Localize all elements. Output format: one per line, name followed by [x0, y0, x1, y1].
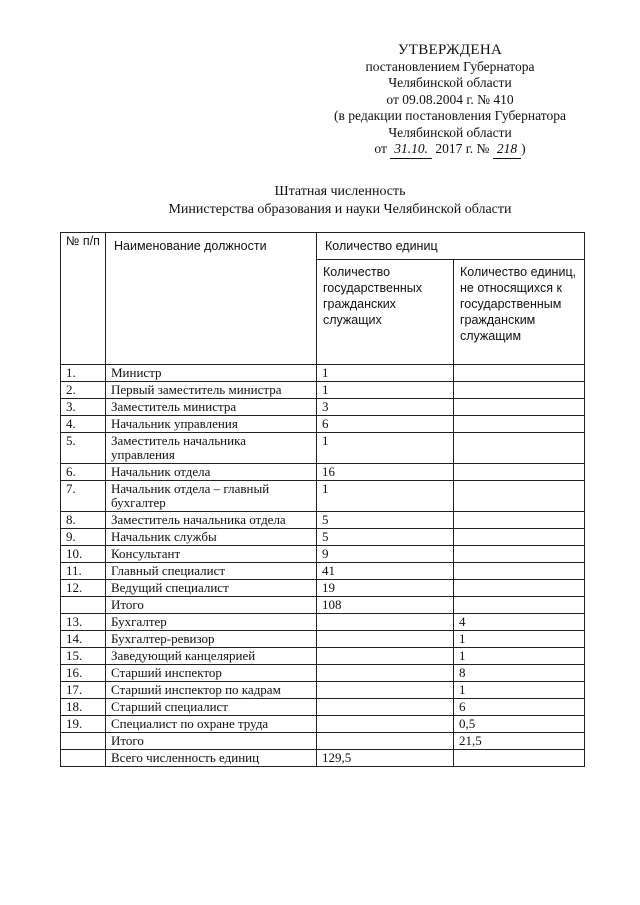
table-row — [61, 416, 585, 433]
row-number: 3. — [61, 399, 106, 416]
header-position: Наименование должности — [106, 233, 317, 365]
row-noncivil-count — [454, 563, 585, 580]
row-noncivil-count — [454, 597, 585, 614]
approval-line-5: Челябинской области — [388, 124, 512, 140]
table-row — [61, 716, 585, 733]
row-noncivil-count — [454, 580, 585, 597]
row-noncivil-count — [454, 416, 585, 433]
row-civil-count — [317, 631, 454, 648]
row-noncivil-count: 1 — [454, 648, 585, 665]
row-number: 7. — [61, 481, 106, 512]
row-noncivil-count — [454, 750, 585, 767]
row-noncivil-count — [454, 546, 585, 563]
row-number: 11. — [61, 563, 106, 580]
table-row — [61, 597, 585, 614]
row-civil-count — [317, 733, 454, 750]
header-quantity: Количество единиц — [317, 233, 585, 260]
row-number: 16. — [61, 665, 106, 682]
row-civil-count: 6 — [317, 416, 454, 433]
row-civil-count: 1 — [317, 382, 454, 399]
row-position: Главный специалист — [106, 563, 317, 580]
approval-block — [300, 42, 600, 159]
table-row — [61, 365, 585, 382]
staff-table — [60, 232, 585, 767]
row-position: Министр — [106, 365, 317, 382]
row-civil-count: 1 — [317, 365, 454, 382]
table-row — [61, 512, 585, 529]
row-position: Старший инспектор по кадрам — [106, 682, 317, 699]
row-civil-count — [317, 716, 454, 733]
row-noncivil-count: 21,5 — [454, 733, 585, 750]
row-position: Специалист по охране труда — [106, 716, 317, 733]
table-row — [61, 382, 585, 399]
row-number: 8. — [61, 512, 106, 529]
approval-line-1: постановлением Губернатора — [365, 58, 535, 74]
row-position: Заместитель министра — [106, 399, 317, 416]
table-row — [61, 563, 585, 580]
table-row — [61, 682, 585, 699]
row-number: 15. — [61, 648, 106, 665]
title-line-1: Штатная численность — [274, 184, 406, 199]
row-civil-count — [317, 648, 454, 665]
row-number — [61, 597, 106, 614]
row-position: Итого — [106, 597, 317, 614]
approval-line-4: (в редакции постановления Губернатора — [334, 108, 566, 123]
year-text: 2017 г. № — [435, 141, 490, 156]
row-position: Бухгалтер — [106, 614, 317, 631]
row-position: Консультант — [106, 546, 317, 563]
row-civil-count: 108 — [317, 597, 454, 614]
date-prefix: от — [374, 141, 387, 156]
header-non-civil: Количество единиц, не относящихся к государственным гражданским служащим — [454, 260, 585, 365]
table-row — [61, 580, 585, 597]
row-noncivil-count: 4 — [454, 614, 585, 631]
row-noncivil-count — [454, 382, 585, 399]
title-line-2: Министерства образования и науки Челябинской области — [168, 202, 512, 217]
row-civil-count: 5 — [317, 529, 454, 546]
row-civil-count: 129,5 — [317, 750, 454, 767]
row-noncivil-count — [454, 481, 585, 512]
row-number: 10. — [61, 546, 106, 563]
row-civil-count: 19 — [317, 580, 454, 597]
row-noncivil-count: 1 — [454, 682, 585, 699]
row-number: 2. — [61, 382, 106, 399]
row-position: Старший специалист — [106, 699, 317, 716]
row-number: 14. — [61, 631, 106, 648]
row-civil-count: 9 — [317, 546, 454, 563]
row-number: 18. — [61, 699, 106, 716]
row-noncivil-count — [454, 399, 585, 416]
table-row — [61, 750, 585, 767]
row-position: Бухгалтер-ревизор — [106, 631, 317, 648]
handwritten-date: 31.10. — [390, 141, 432, 159]
table-row — [61, 529, 585, 546]
row-civil-count: 16 — [317, 464, 454, 481]
table-row — [61, 464, 585, 481]
document-title — [100, 183, 580, 219]
closing-paren: ) — [521, 141, 526, 156]
row-noncivil-count — [454, 529, 585, 546]
row-number: 19. — [61, 716, 106, 733]
row-noncivil-count — [454, 365, 585, 382]
row-noncivil-count — [454, 512, 585, 529]
row-position: Заместитель начальника отдела — [106, 512, 317, 529]
table-header-row — [61, 233, 585, 260]
approval-heading: УТВЕРЖДЕНА — [397, 42, 503, 58]
row-civil-count — [317, 682, 454, 699]
table-row — [61, 399, 585, 416]
table-row — [61, 665, 585, 682]
row-noncivil-count: 1 — [454, 631, 585, 648]
row-noncivil-count — [454, 464, 585, 481]
row-number — [61, 750, 106, 767]
table-row — [61, 733, 585, 750]
row-number: 5. — [61, 433, 106, 464]
row-position: Всего численность единиц — [106, 750, 317, 767]
table-row — [61, 433, 585, 464]
row-civil-count — [317, 614, 454, 631]
row-position: Начальник управления — [106, 416, 317, 433]
table-row — [61, 631, 585, 648]
row-civil-count — [317, 665, 454, 682]
row-number: 13. — [61, 614, 106, 631]
row-number: 17. — [61, 682, 106, 699]
row-position: Начальник службы — [106, 529, 317, 546]
row-position: Старший инспектор — [106, 665, 317, 682]
handwritten-number: 218 — [493, 141, 521, 159]
approval-date-line — [300, 141, 600, 159]
row-number: 12. — [61, 580, 106, 597]
row-civil-count: 1 — [317, 481, 454, 512]
table-row — [61, 546, 585, 563]
row-civil-count: 1 — [317, 433, 454, 464]
header-number: № п/п — [61, 233, 106, 365]
approval-line-3: от 09.08.2004 г. № 410 — [386, 91, 514, 107]
row-position: Начальник отдела — [106, 464, 317, 481]
row-noncivil-count: 8 — [454, 665, 585, 682]
row-number — [61, 733, 106, 750]
row-position: Заведующий канцелярией — [106, 648, 317, 665]
row-noncivil-count: 6 — [454, 699, 585, 716]
table-row — [61, 614, 585, 631]
table-row — [61, 699, 585, 716]
row-position: Ведущий специалист — [106, 580, 317, 597]
row-civil-count: 41 — [317, 563, 454, 580]
row-number: 4. — [61, 416, 106, 433]
row-noncivil-count — [454, 433, 585, 464]
row-noncivil-count: 0,5 — [454, 716, 585, 733]
header-civil-servants: Количество государственных гражданских служащих — [317, 260, 454, 365]
row-number: 1. — [61, 365, 106, 382]
table-row — [61, 481, 585, 512]
row-number: 6. — [61, 464, 106, 481]
row-position: Первый заместитель министра — [106, 382, 317, 399]
row-position: Итого — [106, 733, 317, 750]
approval-line-2: Челябинской области — [388, 75, 512, 90]
row-civil-count — [317, 699, 454, 716]
row-number: 9. — [61, 529, 106, 546]
row-position: Начальник отдела – главный бухгалтер — [106, 481, 317, 512]
row-civil-count: 3 — [317, 399, 454, 416]
row-position: Заместитель начальника управления — [106, 433, 317, 464]
table-row — [61, 648, 585, 665]
row-civil-count: 5 — [317, 512, 454, 529]
